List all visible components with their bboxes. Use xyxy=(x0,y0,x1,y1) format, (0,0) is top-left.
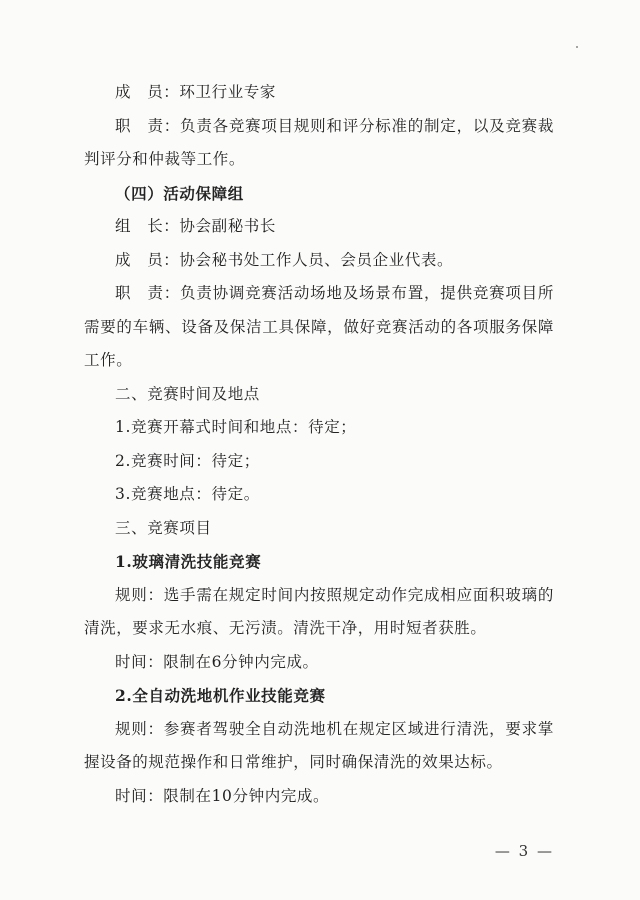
section-heading-time-place: 二、竞赛时间及地点 xyxy=(115,384,260,403)
paragraph-scrubber-time: 时间：限制在10分钟内完成。 xyxy=(115,786,330,805)
page-number: — 3 — xyxy=(494,842,554,860)
event-heading-glass-cleaning: 1.玻璃清洗技能竞赛 xyxy=(115,552,262,571)
event-heading-floor-scrubber: 2.全自动洗地机作业技能竞赛 xyxy=(115,686,326,705)
paragraph-scrubber-rules: 规则：参赛者驾驶全自动洗地机在规定区域进行清洗，要求掌握设备的规范操作和日常维护，同时确保清洗的效果达标。 xyxy=(84,719,554,771)
paragraph-members-staff: 成 员：协会秘书处工作人员、会员企业代表。 xyxy=(115,250,454,269)
paragraph-members-experts: 成 员：环卫行业专家 xyxy=(115,83,277,101)
paragraph-duties-rules: 职 责：负责各竞赛项目规则和评分标准的制定，以及竞赛裁判评分和仲裁等工作。 xyxy=(84,116,554,168)
paragraph-duties-support: 职 责：负责协调竞赛活动场地及场景布置，提供竞赛项目所需要的车辆、设备及保洁工具保障，做好竞赛活动的各项服务保障工作。 xyxy=(84,284,554,369)
paragraph-group-leader: 组 长：协会副秘书长 xyxy=(115,217,277,235)
paragraph-glass-rules: 规则：选手需在规定时间内按照规定动作完成相应面积玻璃的清洗，要求无水痕、无污渍。清洗干净，用时短者获胜。 xyxy=(84,585,554,637)
list-item-location: 3.竞赛地点：待定。 xyxy=(115,485,260,503)
section-heading-support-group: （四）活动保障组 xyxy=(115,183,244,203)
section-heading-events: 三、竞赛项目 xyxy=(115,518,212,537)
speck-mark xyxy=(576,46,578,48)
paragraph-glass-time: 时间：限制在6分钟内完成。 xyxy=(115,652,319,671)
list-item-opening: 1.竞赛开幕式时间和地点：待定； xyxy=(115,418,357,436)
list-item-time: 2.竞赛时间：待定； xyxy=(115,451,260,470)
document-body xyxy=(84,76,554,813)
